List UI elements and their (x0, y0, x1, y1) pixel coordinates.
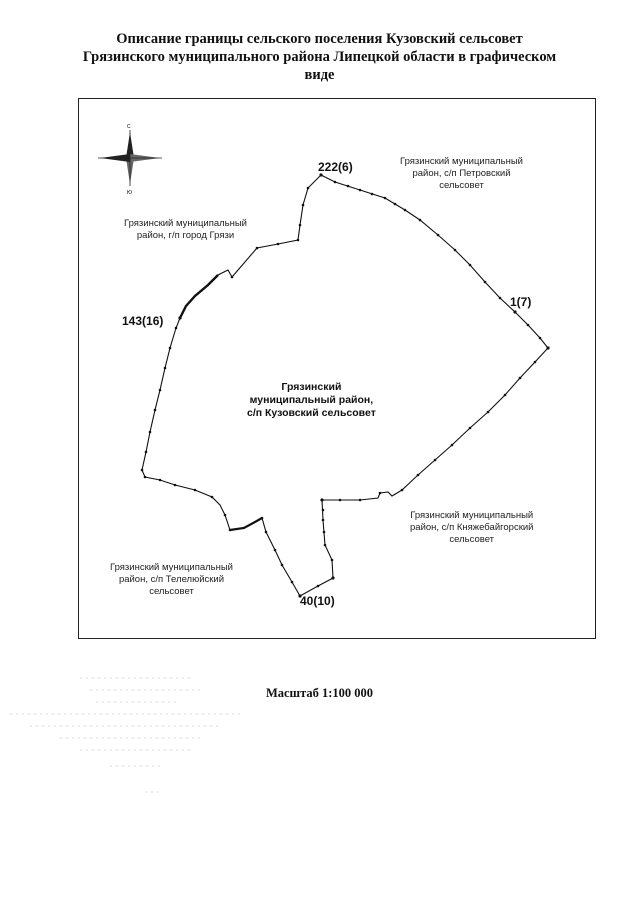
boundary-river-segment (180, 275, 218, 318)
neighbor-west-line-1: Грязинский муниципальный (124, 218, 247, 229)
center-label-line-2: муниципальный район, (249, 394, 374, 406)
map-scale: Масштаб 1:100 000 (265, 686, 374, 700)
neighbor-se-line-2: район, с/п Княжебайгорский (410, 522, 534, 533)
neighbor-sw-line-1: Грязинский муниципальный (110, 562, 233, 573)
neighbor-north-line-2: район, с/п Петровский (412, 168, 511, 179)
title-line-3: виде (304, 67, 335, 83)
point-label-1: 1(7) (510, 295, 532, 309)
neighbor-west-line-2: район, г/п город Грязи (136, 230, 235, 241)
compass-south-label: Ю (127, 190, 133, 196)
title-line-2: Грязинского муниципального района Липецкой области в графическом (82, 49, 557, 65)
neighbor-se-line-3: сельсовет (449, 534, 495, 545)
neighbor-se-line-1: Грязинский муниципальный (410, 510, 534, 521)
neighbor-north-line-3: сельсовет (439, 180, 484, 191)
center-label-line-3: с/п Кузовский сельсовет (247, 407, 376, 419)
neighbor-sw-line-2: район, с/п Телелюйский (118, 574, 225, 585)
neighbor-label-gryazi (124, 218, 247, 242)
point-label-143: 143(16) (122, 314, 164, 328)
neighbor-label-petrovsky (400, 156, 523, 192)
point-label-40: 40(10) (300, 594, 335, 608)
compass-rose-icon (98, 130, 162, 186)
title-line-1: Описание границы сельского поселения Кузовский сельсовет (116, 31, 523, 47)
settlement-center-label (247, 381, 376, 420)
neighbor-north-line-1: Грязинский муниципальный (400, 156, 523, 167)
neighbor-label-knyazhebaygorsky (410, 510, 533, 546)
boundary-south-segment (230, 518, 262, 530)
center-label-line-1: Грязинский (281, 381, 342, 393)
neighbor-label-teleluysky (110, 562, 233, 598)
compass-north-label: С (127, 124, 131, 130)
point-label-222: 222(6) (318, 160, 353, 174)
neighbor-sw-line-3: сельсовет (149, 586, 194, 597)
